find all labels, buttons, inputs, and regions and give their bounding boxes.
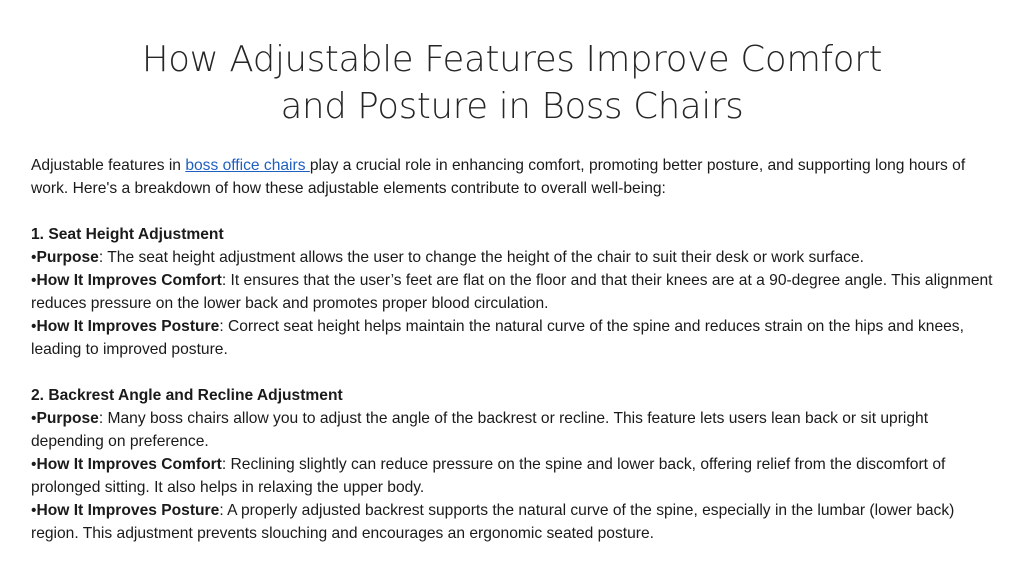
bullet-icon: • (31, 502, 37, 519)
item-label: How It Improves Posture (36, 502, 220, 519)
boss-office-chairs-link[interactable]: boss office chairs (185, 157, 310, 174)
page-title (60, 36, 964, 130)
bullet-icon: • (31, 249, 37, 266)
section-heading-backrest: 2. Backrest Angle and Recline Adjustment (31, 387, 343, 404)
item-text: : It ensures that the user’s feet are flat on the floor and that their knees are at a 90-degree angle. This alignment reduces pressure on the lower back and promotes proper blood circulation. (31, 272, 993, 312)
intro-text-after-link: play a crucial role in enhancing comfort, promoting better posture, and supporting long hours of work. Here's a breakdown of how these adjustable elements contribute to overall well-being: (31, 157, 966, 197)
spacer (31, 361, 995, 384)
bullet-icon: • (31, 456, 37, 473)
list-item (31, 407, 995, 453)
item-label: How It Improves Comfort (36, 456, 222, 473)
bullet-icon: • (31, 410, 37, 427)
intro-text-before-link: Adjustable features in (31, 157, 186, 174)
item-text: : Many boss chairs allow you to adjust the angle of the backrest or recline. This feature lets users lean back or sit upright depending on preference. (31, 410, 929, 450)
bullet-icon: • (31, 318, 37, 335)
list-item (31, 453, 995, 499)
intro-paragraph (31, 154, 995, 200)
spacer (31, 200, 995, 223)
item-text: : The seat height adjustment allows the user to change the height of the chair to suit their desk or work surface. (98, 249, 864, 266)
item-text: : A properly adjusted backrest supports the natural curve of the spine, especially in the lumbar (lower back) region. This adjustment prevents slouching and encourages an ergonomic seated posture. (31, 502, 955, 542)
list-item (31, 246, 995, 269)
item-label: How It Improves Posture (36, 318, 220, 335)
bullet-icon: • (31, 272, 37, 289)
list-item (31, 269, 995, 315)
title-line-1: How Adjustable Features Improve Comfort (141, 39, 883, 80)
item-label: Purpose (36, 249, 99, 266)
item-text: : Correct seat height helps maintain the natural curve of the spine and reduces strain on the hips and knees, leading to improved posture. (31, 318, 964, 358)
title-line-2: and Posture in Boss Chairs (280, 86, 744, 127)
item-text: : Reclining slightly can reduce pressure on the spine and lower back, offering relief from the discomfort of prolonged sitting. It also helps in relaxing the upper body. (31, 456, 946, 496)
list-item (31, 315, 995, 361)
section-heading-seat-height: 1. Seat Height Adjustment (31, 226, 224, 243)
item-label: How It Improves Comfort (36, 272, 222, 289)
list-item (31, 499, 995, 545)
item-label: Purpose (36, 410, 99, 427)
slide-body (31, 154, 995, 545)
